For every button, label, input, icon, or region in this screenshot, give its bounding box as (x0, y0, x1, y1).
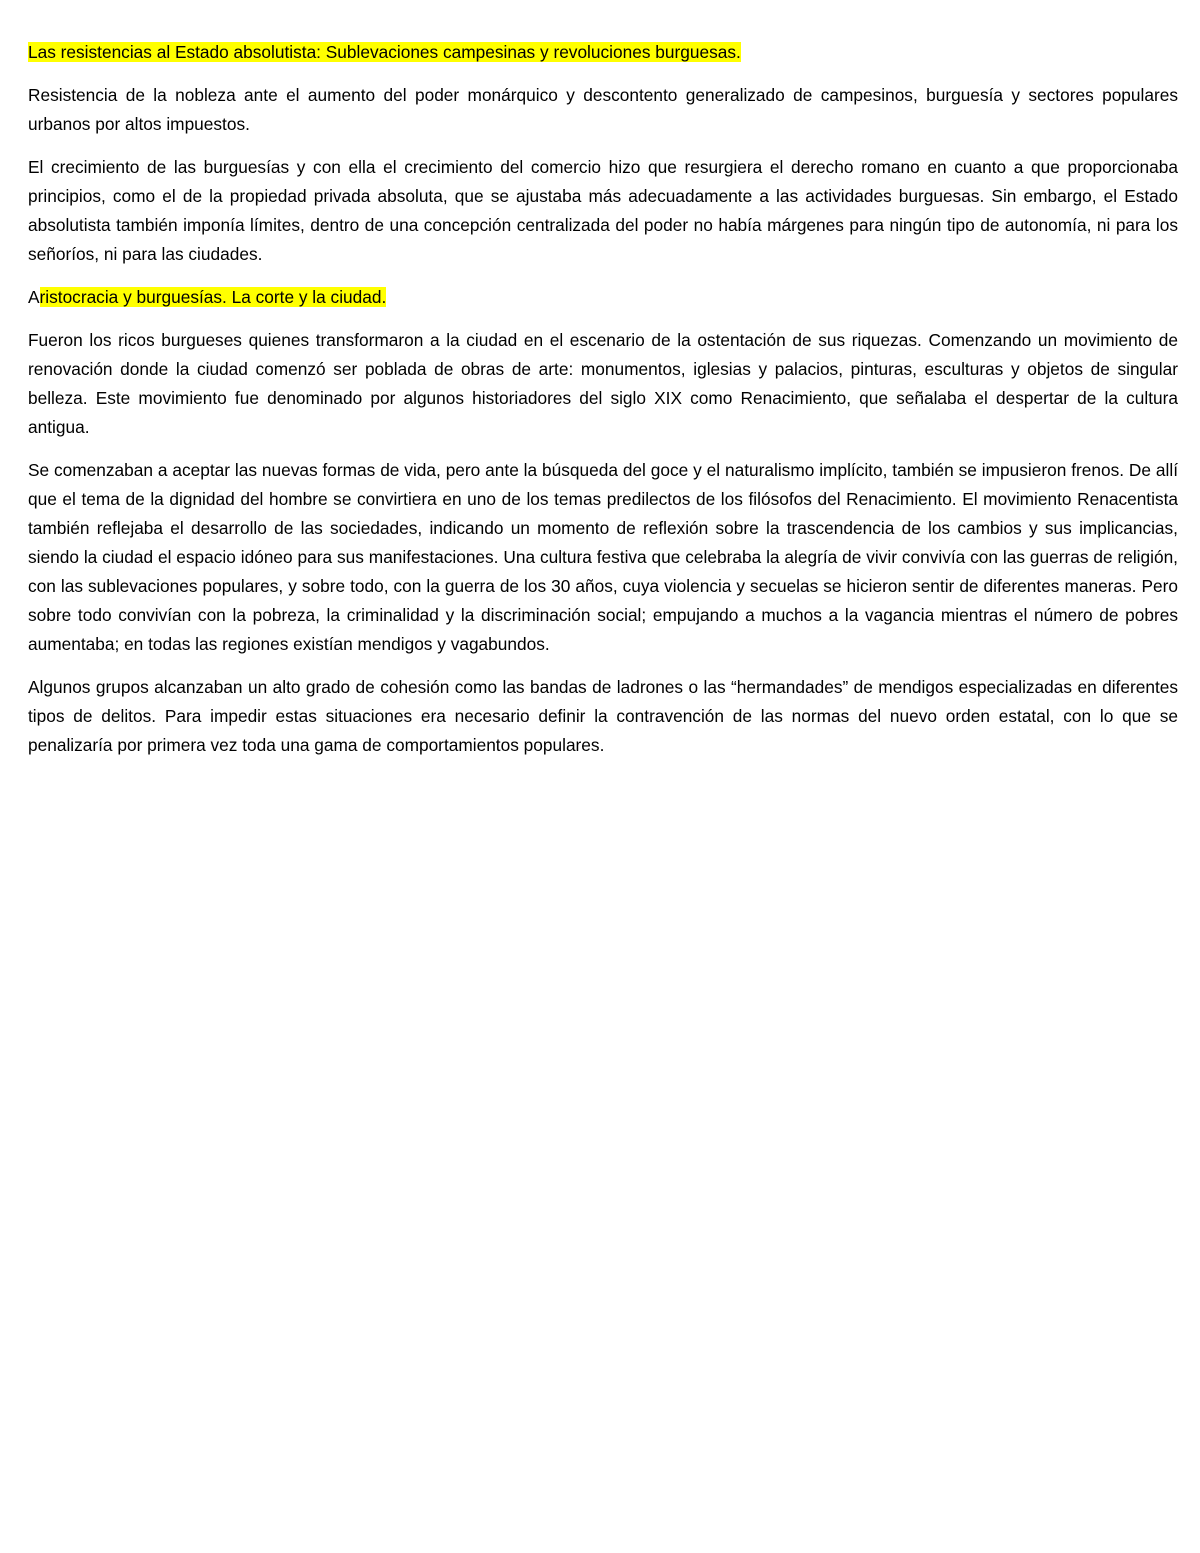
paragraph-ricos-burgueses: Fueron los ricos burgueses quienes transformaron a la ciudad en el escenario de la ostentación de sus riquezas. Comenzando un movimiento de renovación donde la ciudad comenzó ser poblada de obras de arte: monumentos, iglesias y palacios, pinturas, esculturas y objetos de singular belleza. Este movimiento fue denominado por algunos historiadores del siglo XIX como Renacimiento, que señalaba el despertar de la cultura antigua. (28, 330, 1178, 437)
paragraph-crecimiento-burguesias: El crecimiento de las burguesías y con ella el crecimiento del comercio hizo que resurgiera el derecho romano en cuanto a que proporcionaba principios, como el de la propiedad privada absoluta, que se ajustaba más adecuadamente a las actividades burguesas. Sin embargo, el Estado absolutista también imponía límites, dentro de una concepción centralizada del poder no había márgenes para ningún tipo de autonomía, ni para los señoríos, ni para las ciudades. (28, 157, 1178, 264)
section-heading-aristocracia (28, 283, 1178, 312)
heading-highlight: Las resistencias al Estado absolutista: Sublevaciones campesinas y revoluciones burguesas. (28, 42, 741, 62)
heading-highlight: ristocracia y burguesías. La corte y la ciudad. (39, 287, 387, 307)
section-heading-resistencias (28, 38, 1178, 67)
paragraph-resistencia-nobleza: Resistencia de la nobleza ante el aumento del poder monárquico y descontento generalizado de campesinos, burguesía y sectores populares urbanos por altos impuestos. (28, 85, 1178, 134)
paragraph-grupos-cohesion: Algunos grupos alcanzaban un alto grado de cohesión como las bandas de ladrones o las “hermandades” de mendigos especializadas en diferentes tipos de delitos. Para impedir estas situaciones era necesario definir la contravención de las normas del nuevo orden estatal, con lo que se penalizaría por primera vez toda una gama de comportamientos populares. (28, 677, 1178, 755)
paragraph-nuevas-formas-de-vida: Se comenzaban a aceptar las nuevas formas de vida, pero ante la búsqueda del goce y el naturalismo implícito, también se impusieron frenos. De allí que el tema de la dignidad del hombre se convirtiera en uno de los temas predilectos de los filósofos del Renacimiento. El movimiento Renacentista también reflejaba el desarrollo de las sociedades, indicando un momento de reflexión sobre la trascendencia de los cambios y sus implicancias, siendo la ciudad el espacio idóneo para sus manifestaciones. Una cultura festiva que celebraba la alegría de vivir convivía con las guerras de religión, con las sublevaciones populares, y sobre todo, con la guerra de los 30 años, cuya violencia y secuelas se hicieron sentir de diferentes maneras. Pero sobre todo convivían con la pobreza, la criminalidad y la discriminación social; empujando a muchos a la vagancia mientras el número de pobres aumentaba; en todas las regiones existían mendigos y vagabundos. (28, 460, 1178, 654)
heading-first-letter: A (28, 287, 40, 307)
document-page (28, 38, 1178, 774)
